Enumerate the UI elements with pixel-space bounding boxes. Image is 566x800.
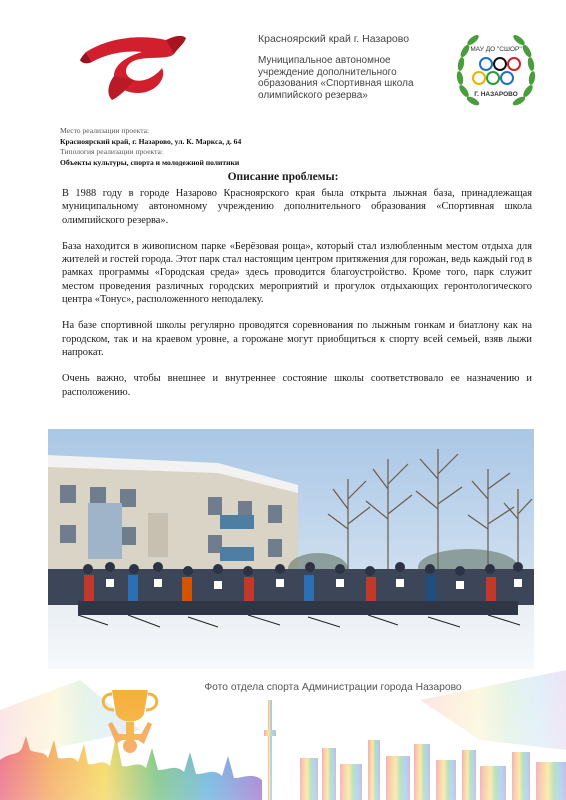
project-meta — [60, 126, 241, 168]
org-line: Муниципальное автономное — [258, 55, 391, 66]
org-line: олимпийского резерва» — [258, 89, 368, 101]
paragraph: В 1988 году в городе Назарово Красноярского края была открыта лыжная база, принадлежащая муниципальному автономному учреждению дополнительного образования «Спортивная школа олимпийского резерва». — [62, 188, 532, 226]
place-value: Красноярский край, г. Назарово, ул. К. Маркса, д. 64 — [60, 136, 242, 146]
org-line: образования «Спортивная школа — [258, 78, 414, 89]
emblem-top-text: МАУ ДО "СШОР" — [470, 46, 522, 53]
emblem-bottom-text: Г. НАЗАРОВО — [474, 91, 518, 98]
footer-decoration — [0, 640, 566, 800]
photo-caption: Фото отдела спорта Администрации города Назарово — [204, 682, 462, 693]
school-emblem — [446, 20, 546, 120]
paragraph: На базе спортивной школы регулярно проводятся соревнования по лыжным гонкам и биатлону как на городском, так и на краевом уровне, а горожане могут приобщиться к спорту всей семьей, взяв лыжи напрокат. — [62, 320, 532, 358]
type-label: Типология реализации проекта: — [60, 147, 164, 157]
paragraph: Очень важно, чтобы внешнее и внутреннее состояние школы соответствовало ее назначению и расположению. — [62, 373, 532, 398]
problem-description — [62, 187, 532, 412]
org-line: учреждение дополнительного — [258, 66, 397, 78]
section-title: Описание проблемы: — [227, 171, 339, 183]
organization-name — [258, 55, 448, 101]
paragraph: База находится в живописном парке «Берёзовая роща», который стал излюбленным местом отдыха для жителей и гостей города. Этот парк стал настоящим центром притяжения для горожан, ведь каждый год в рамках программы «Городская среда» здесь проводится благоустройство. Кроме того, парк служит местом проведения различных городских мероприятий и прогулок отдыхающих геронтологического центра «Тонус», расположенного неподалеку. — [62, 240, 532, 306]
region-text: Красноярский край г. Назарово — [258, 33, 410, 45]
header-text-block — [258, 33, 448, 101]
type-value: Объекты культуры, спорта и молодежной политики — [60, 157, 240, 167]
ribbon-logo — [78, 30, 188, 102]
place-label: Место реализации проекта: — [60, 126, 150, 135]
ski-race-photo — [48, 429, 534, 669]
